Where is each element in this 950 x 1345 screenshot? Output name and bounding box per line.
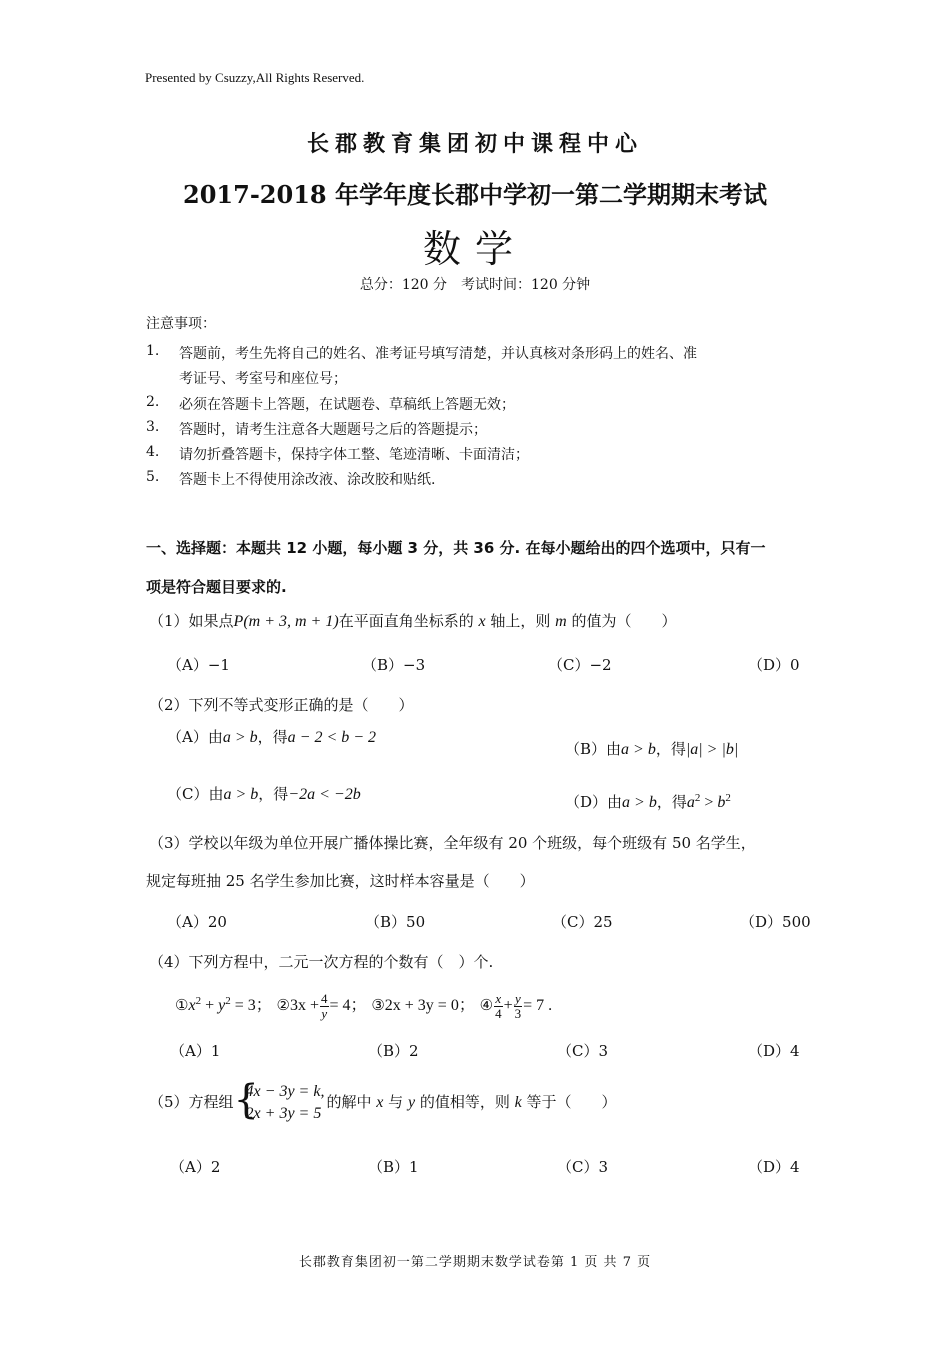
option-d: （D）500 bbox=[740, 913, 811, 931]
note-number: 2. bbox=[146, 394, 160, 410]
section-heading-cont: 项是符合题目要求的. bbox=[146, 578, 287, 596]
exam-title: 2017-2018 年学年度长郡中学初一第二学期期末考试 bbox=[183, 180, 767, 209]
option-d: （D）0 bbox=[748, 656, 800, 674]
option-a: （A）1 bbox=[170, 1042, 221, 1060]
option-d: （D）由a > b，得$a^2 > b^2$ bbox=[565, 792, 731, 811]
question-3-stem-cont: 规定每班抽 25 名学生参加比赛，这时样本容量是（ ） bbox=[146, 872, 535, 890]
option-d: （D）4 bbox=[748, 1042, 800, 1060]
note-item bbox=[146, 419, 826, 439]
option-a: （A）2 bbox=[170, 1158, 221, 1176]
question-4-stem: （4）下列方程中，二元一次方程的个数有（ ）个. bbox=[149, 953, 494, 971]
notes-heading: 注意事项： bbox=[146, 316, 216, 332]
note-text: 请勿折叠答题卡，保持字体工整、笔迹清晰、卡面清洁； bbox=[179, 447, 529, 463]
note-item bbox=[146, 368, 826, 388]
option-c: （C）3 bbox=[557, 1042, 609, 1060]
question-1-stem: （1）如果点P(m + 3, m + 1)在平面直角坐标系的 x 轴上，则 m 的值为（ ） bbox=[149, 612, 677, 630]
option-a: （A）20 bbox=[167, 913, 227, 931]
note-item bbox=[146, 469, 826, 489]
note-text: 答题卡上不得使用涂改液、涂改胶和贴纸. bbox=[179, 472, 436, 488]
presented-by-note: Presented by Csuzzy,All Rights Reserved. bbox=[145, 70, 365, 85]
note-number: 4. bbox=[146, 444, 160, 460]
note-text: 答题前，考生先将自己的姓名、准考证号填写清楚，并认真核对条形码上的姓名、准 bbox=[179, 346, 697, 362]
page-footer: 长郡教育集团初一第二学期期末数学试卷第 1 页 共 7 页 bbox=[298, 1255, 652, 1270]
subject-title: 数学 bbox=[422, 227, 527, 271]
section-heading: 一、选择题：本题共 12 小题，每小题 3 分，共 36 分. 在每小题给出的四个选项中，只有一 bbox=[146, 539, 766, 557]
question-4-equations: $①x^2 + y^2 = 3$； ②3x + $\frac{4}{y}$ = 4； ③2x + 3y = 0； ④ $\frac{x}{4}$ + $\frac{y}{3}$ = 7 . bbox=[175, 990, 553, 1021]
note-item bbox=[146, 343, 826, 363]
note-number: 1. bbox=[146, 343, 160, 359]
note-text: 考证号、考室号和座位号； bbox=[179, 371, 347, 387]
organization-title: 长郡教育集团初中课程中心 bbox=[306, 131, 643, 157]
note-number: 3. bbox=[146, 419, 160, 435]
option-c: （C）25 bbox=[552, 913, 613, 931]
question-5-stem: （5）方程组 { 4x − 3y = k, 2x + 3y = 5 的解中 x 与 y 的值相等，则 k 等于（ ） bbox=[149, 1077, 617, 1123]
score-time-line: 总分：120 分 考试时间：120 分钟 bbox=[359, 277, 591, 293]
option-b: （B）2 bbox=[368, 1042, 419, 1060]
note-item bbox=[146, 444, 826, 464]
note-item bbox=[146, 394, 826, 414]
option-c: （C）3 bbox=[557, 1158, 609, 1176]
option-b: （B）50 bbox=[365, 913, 426, 931]
option-c: （C）由a > b，得−2a < −2b bbox=[167, 785, 361, 803]
option-b: （B）−3 bbox=[362, 656, 426, 674]
question-3-stem: （3）学校以年级为单位开展广播体操比赛，全年级有 20 个班级，每个班级有 50 名学生， bbox=[149, 834, 756, 852]
option-b: （B）1 bbox=[368, 1158, 419, 1176]
option-a: （A）−1 bbox=[167, 656, 230, 674]
option-d: （D）4 bbox=[748, 1158, 800, 1176]
note-text: 答题时，请考生注意各大题题号之后的答题提示； bbox=[179, 422, 487, 438]
option-b: （B）由a > b，得|a| > |b| bbox=[565, 740, 739, 758]
question-2-stem: （2）下列不等式变形正确的是（ ） bbox=[149, 696, 414, 714]
equation-system: { 4x − 3y = k, 2x + 3y = 5 bbox=[233, 1077, 325, 1123]
option-a: （A）由a > b，得a − 2 < b − 2 bbox=[167, 728, 377, 746]
note-text: 必须在答题卡上答题，在试题卷、草稿纸上答题无效； bbox=[179, 397, 515, 413]
note-number: 5. bbox=[146, 469, 160, 485]
option-c: （C）−2 bbox=[548, 656, 612, 674]
